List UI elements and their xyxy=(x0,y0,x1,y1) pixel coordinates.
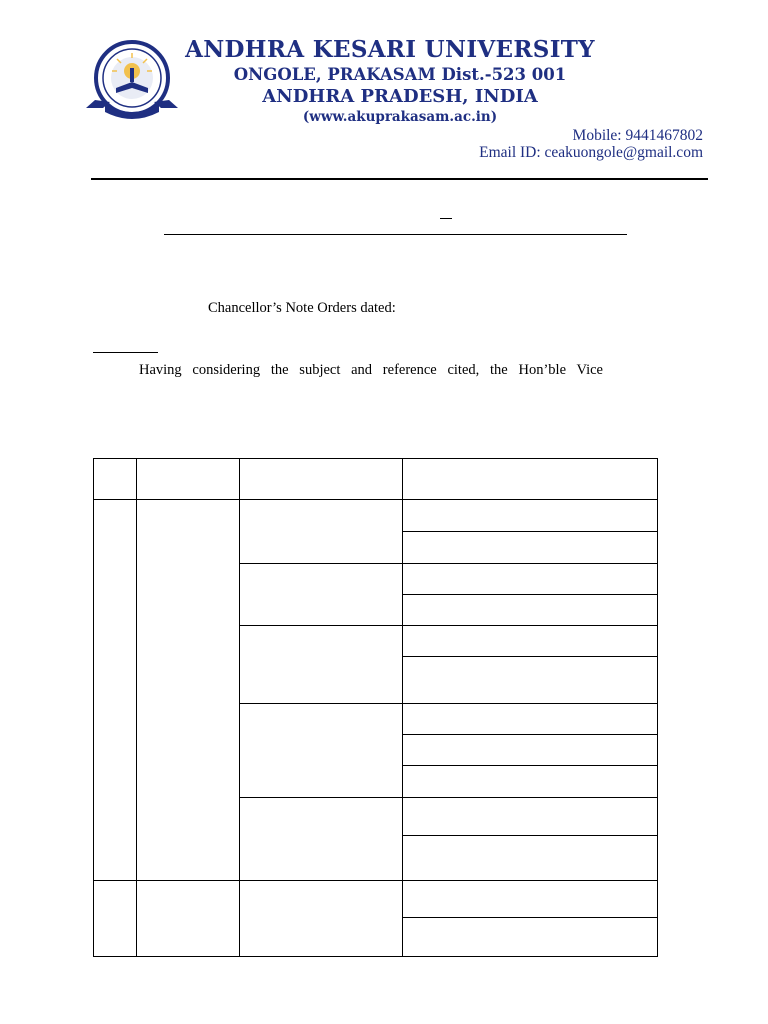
university-name: ANDHRA KESARI UNIVERSITY xyxy=(185,36,595,63)
university-logo xyxy=(83,38,181,124)
subject-underline xyxy=(164,234,627,235)
order-label-underline xyxy=(93,352,158,353)
empty-table xyxy=(93,458,658,957)
email-address: Email ID: ceakuongole@gmail.com xyxy=(479,144,703,161)
subject-dash xyxy=(440,218,452,219)
note-orders-text: Chancellor’s Note Orders dated: xyxy=(208,300,396,316)
header-divider xyxy=(91,178,708,180)
website-link[interactable]: (www.akuprakasam.ac.in) xyxy=(302,109,498,125)
address-line: ONGOLE, PRAKASAM Dist.-523 001 xyxy=(233,65,567,84)
mobile-number: Mobile: 9441467802 xyxy=(572,127,703,144)
state-line: ANDHRA PRADESH, INDIA xyxy=(262,86,538,107)
body-paragraph: Having considering the subject and reference cited, the Hon’ble Vice xyxy=(139,362,603,378)
